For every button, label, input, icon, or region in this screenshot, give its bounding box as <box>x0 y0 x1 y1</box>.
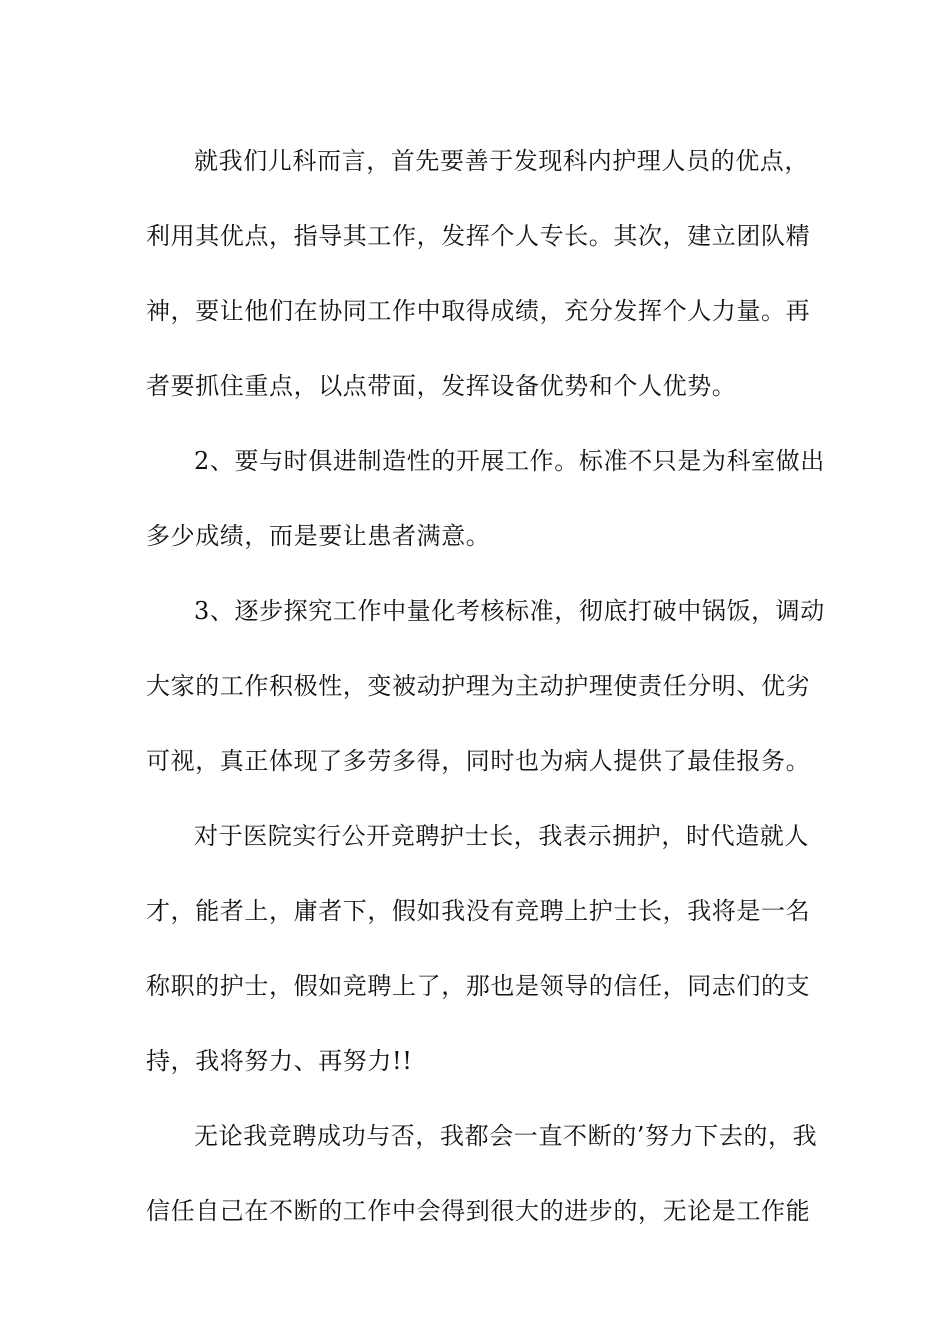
text-line: 可视，真正体现了多劳多得，同时也为病人提供了最佳报务。 <box>146 747 811 775</box>
text-line: 2、要与时俱进制造性的开展工作。标准不只是为科室做出 <box>194 447 825 475</box>
text-line: 称职的护士，假如竞聘上了，那也是领导的信任，同志们的支 <box>146 972 811 1000</box>
text-line: 信任自己在不断的工作中会得到很大的进步的，无论是工作能 <box>146 1197 811 1225</box>
text-line: 对于医院实行公开竞聘护士长，我表示拥护，时代造就人 <box>194 822 809 850</box>
text-line: 3、逐步探究工作中量化考核标准，彻底打破中锅饭，调动 <box>194 597 825 625</box>
text-line: 无论我竞聘成功与否，我都会一直不断的’努力下去的，我 <box>194 1122 818 1150</box>
text-line: 神，要让他们在协同工作中取得成绩，充分发挥个人力量。再 <box>146 297 811 325</box>
document-body <box>146 124 825 1249</box>
text-line: 利用其优点，指导其工作，发挥个人专长。其次，建立团队精 <box>146 222 811 250</box>
text-line: 才，能者上，庸者下，假如我没有竞聘上护士长，我将是一名 <box>146 897 811 925</box>
text-line: 持，我将努力、再努力!! <box>146 1047 413 1075</box>
text-line: 者要抓住重点，以点带面，发挥设备优势和个人优势。 <box>146 372 737 400</box>
text-line: 多少成绩，而是要让患者满意。 <box>146 522 491 550</box>
text-line: 大家的工作积极性，变被动护理为主动护理使责任分明、优劣 <box>146 672 811 700</box>
text-line: 就我们儿科而言，首先要善于发现科内护理人员的优点， <box>194 147 809 175</box>
